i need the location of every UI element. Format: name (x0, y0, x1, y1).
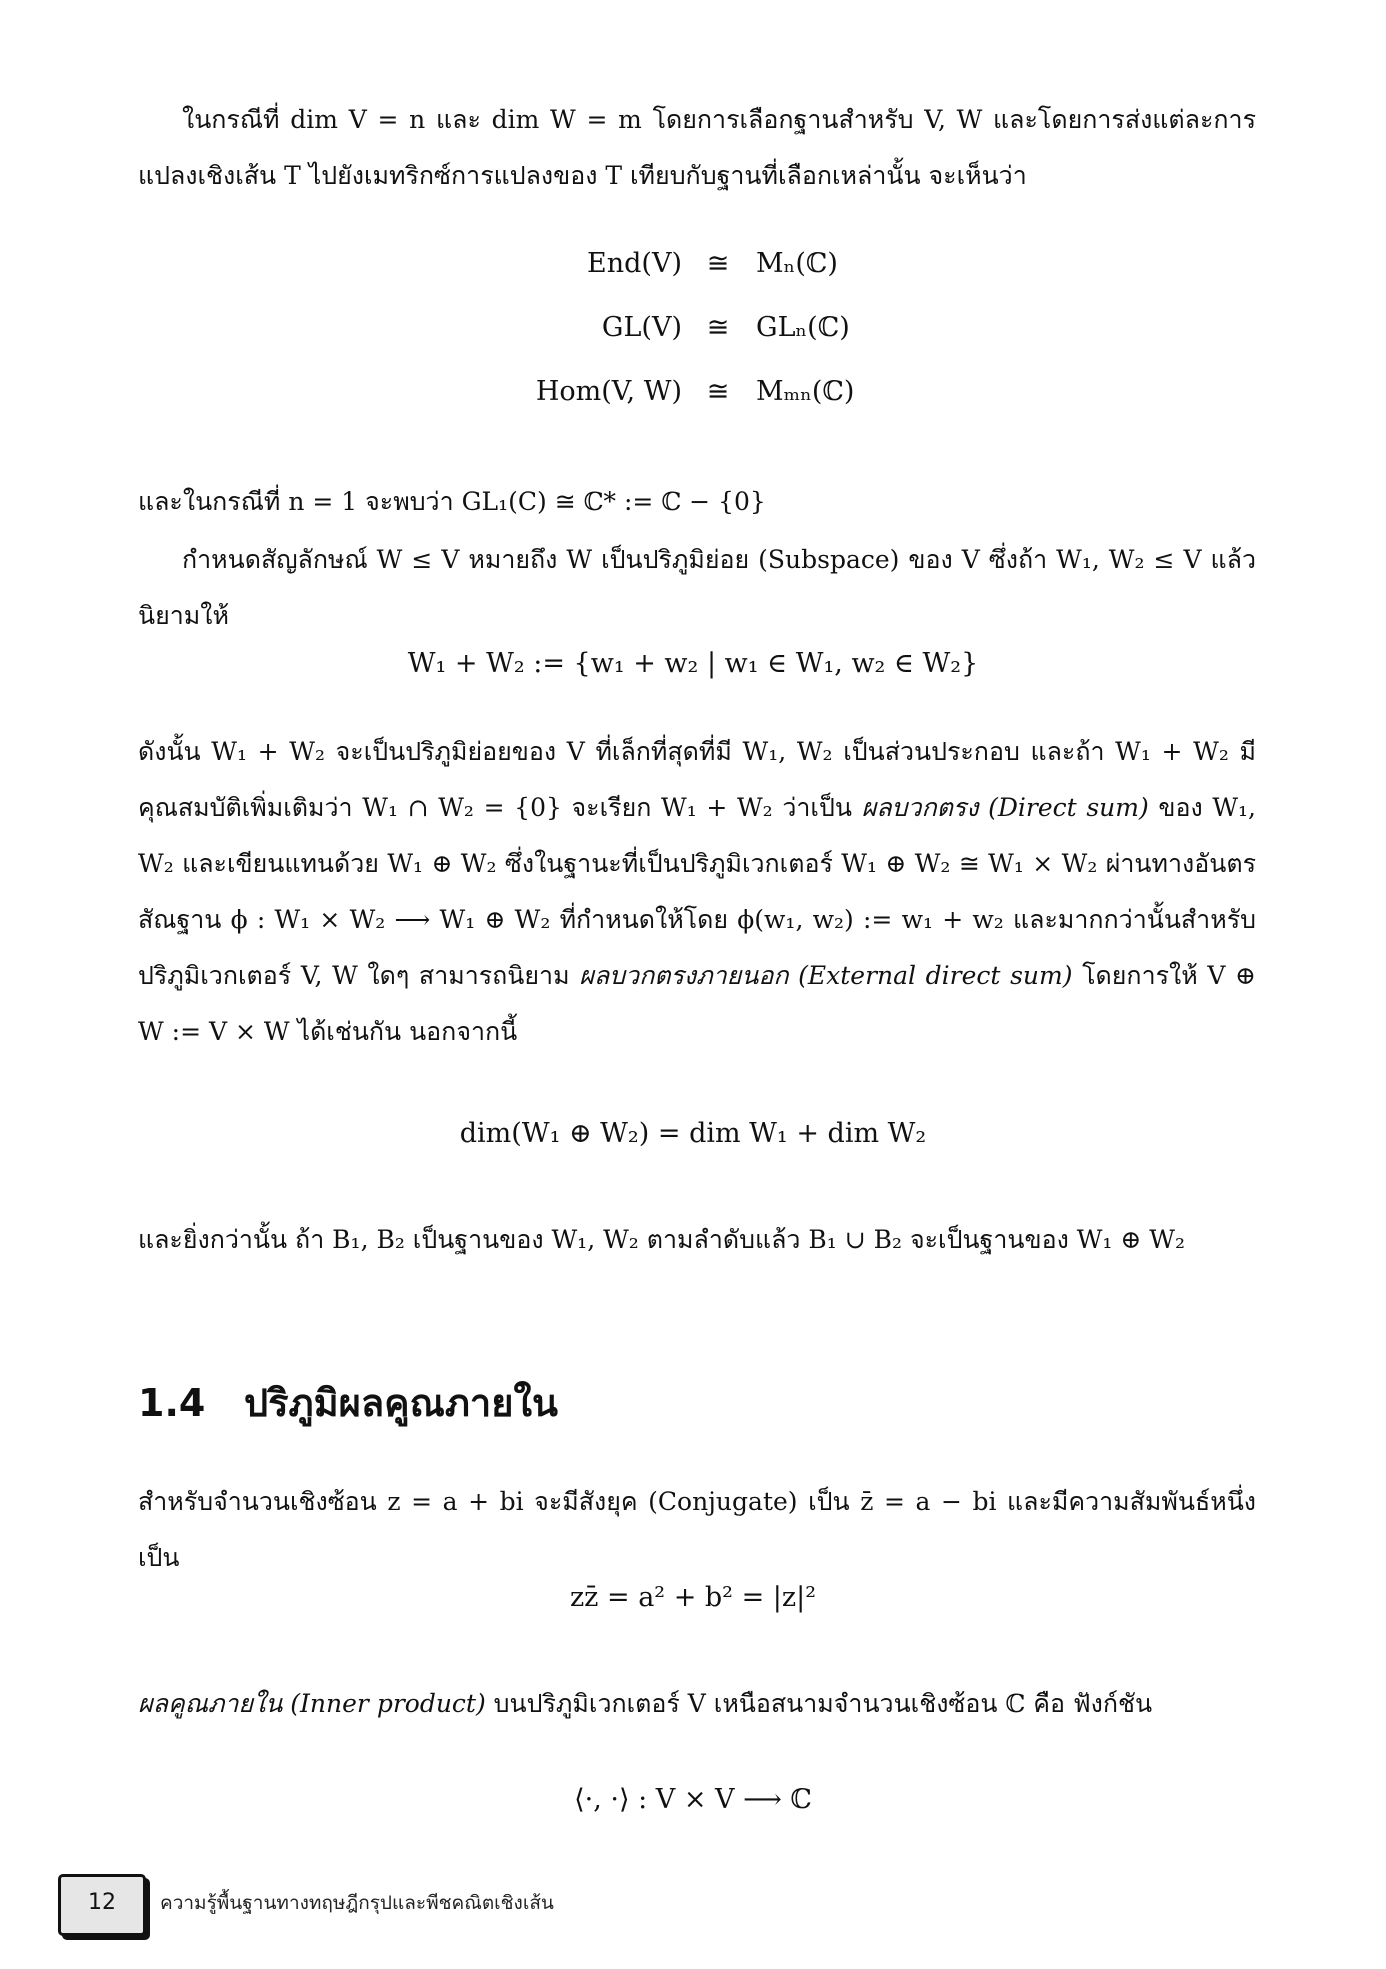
equation-rhs: Mₘₙ(ℂ) (756, 376, 855, 407)
equation-modulus: zz̄ = a² + b² = |z|² (569, 1582, 817, 1613)
running-title: ความรู้พื้นฐานทางทฤษฎีกรุปและพีชคณิตเชิงเส้น (160, 1892, 554, 1914)
term-inner-product: ผลคูณภายใน (Inner product) (138, 1689, 486, 1718)
equation-inner-map: ⟨·, ·⟩ : V × V ⟶ ℂ (574, 1784, 812, 1815)
text-run: ดังนั้น W₁ + W₂ จะเป็นปริภูมิย่อยของ V ที่เล็กที่สุดที่มี W₁, W₂ เป็นส่วนประกอบ และถ้า W₁ + W₂ มีคุณสมบัติเพิ่มเติมว่า W₁ ∩ W₂ = {0} จะเรียก W₁ + W₂ ว่าเป็น (138, 737, 1256, 822)
equation-sum-definition: W₁ + W₂ := {w₁ + w₂ | w₁ ∈ W₁, w₂ ∈ W₂} (407, 648, 979, 679)
paragraph-direct-sum (138, 724, 1256, 1060)
equation-row (0, 376, 1386, 440)
paragraph-inner-product (138, 1676, 1256, 1732)
equation-relation: ≅ (706, 376, 730, 407)
equation-row (0, 248, 1386, 312)
equation-relation: ≅ (706, 312, 730, 343)
paragraph-gl1 (138, 474, 1256, 530)
equation-dimension: dim(W₁ ⊕ W₂) = dim W₁ + dim W₂ (459, 1118, 927, 1149)
paragraph-conjugate (138, 1474, 1256, 1586)
section-heading (138, 1372, 558, 1433)
paragraph-text: สำหรับจำนวนเชิงซ้อน z = a + bi จะมีสังยุค (Conjugate) เป็น z̄ = a − bi และมีความสัมพันธ์หนึ่งเป็น (138, 1487, 1256, 1572)
paragraph-text: และในกรณีที่ n = 1 จะพบว่า GL₁(C) ≅ ℂ* := ℂ − {0} (138, 487, 766, 516)
paragraph-text (138, 1676, 1256, 1732)
term-external-direct-sum: ผลบวกตรงภายนอก (External direct sum) (579, 961, 1073, 990)
equation-row (0, 312, 1386, 376)
page-number: 12 (58, 1874, 146, 1936)
section-title: ปริภูมิผลคูณภายใน (244, 1381, 559, 1425)
paragraph-basis (138, 1212, 1256, 1268)
equation-lhs: End(V) (587, 248, 682, 279)
section-number: 1.4 (138, 1381, 206, 1425)
paragraph-text: กำหนดสัญลักษณ์ W ≤ V หมายถึง W เป็นปริภูมิย่อย (Subspace) ของ V ซึ่งถ้า W₁, W₂ ≤ V แล้ว นิยามให้ (138, 545, 1256, 630)
paragraph-intro (138, 92, 1256, 204)
text-run: บนปริภูมิเวกเตอร์ V เหนือสนามจำนวนเชิงซ้อน ℂ คือ ฟังก์ชัน (485, 1689, 1153, 1718)
text-run: โดยการให้ V ⊕ W := V × W ได้เช่นกัน นอกจากนี้ (138, 961, 1256, 1046)
equation-relation: ≅ (706, 248, 730, 279)
equation-rhs: GLₙ(ℂ) (756, 312, 850, 343)
paragraph-text: และยิ่งกว่านั้น ถ้า B₁, B₂ เป็นฐานของ W₁, W₂ ตามลำดับแล้ว B₁ ∪ B₂ จะเป็นฐานของ W₁ ⊕ W₂ (138, 1225, 1186, 1254)
paragraph-subspace (138, 532, 1256, 644)
equation-rhs: Mₙ(ℂ) (756, 248, 838, 279)
paragraph-text (138, 724, 1256, 1060)
paragraph-text: ในกรณีที่ dim V = n และ dim W = m โดยการเลือกฐานสำหรับ V, W และโดยการส่งแต่ละการแปลงเชิงเส้น T ไปยังเมทริกซ์การแปลงของ T เทียบกับฐานที่เลือกเหล่านั้น จะเห็นว่า (138, 105, 1256, 190)
page-footer (58, 1874, 758, 1938)
equation-lhs: Hom(V, W) (535, 376, 682, 407)
aligned-equations (0, 248, 1386, 440)
equation-lhs: GL(V) (601, 312, 682, 343)
text-run: ของ W₁, W₂ และเขียนแทนด้วย W₁ ⊕ W₂ ซึ่งในฐานะที่เป็นปริภูมิเวกเตอร์ W₁ ⊕ W₂ ≅ W₁ × W₂ ผ่านทางอันตรสัณฐาน ϕ : W₁ × W₂ ⟶ W₁ ⊕ W₂ ที่กำหนดให้โดย ϕ(w₁, w₂) := w₁ + w₂ และมากกว่านั้นสำหรับปริภูมิเวกเตอร์ V, W ใดๆ สามารถนิยาม (138, 793, 1256, 990)
term-direct-sum: ผลบวกตรง (Direct sum) (861, 793, 1149, 822)
